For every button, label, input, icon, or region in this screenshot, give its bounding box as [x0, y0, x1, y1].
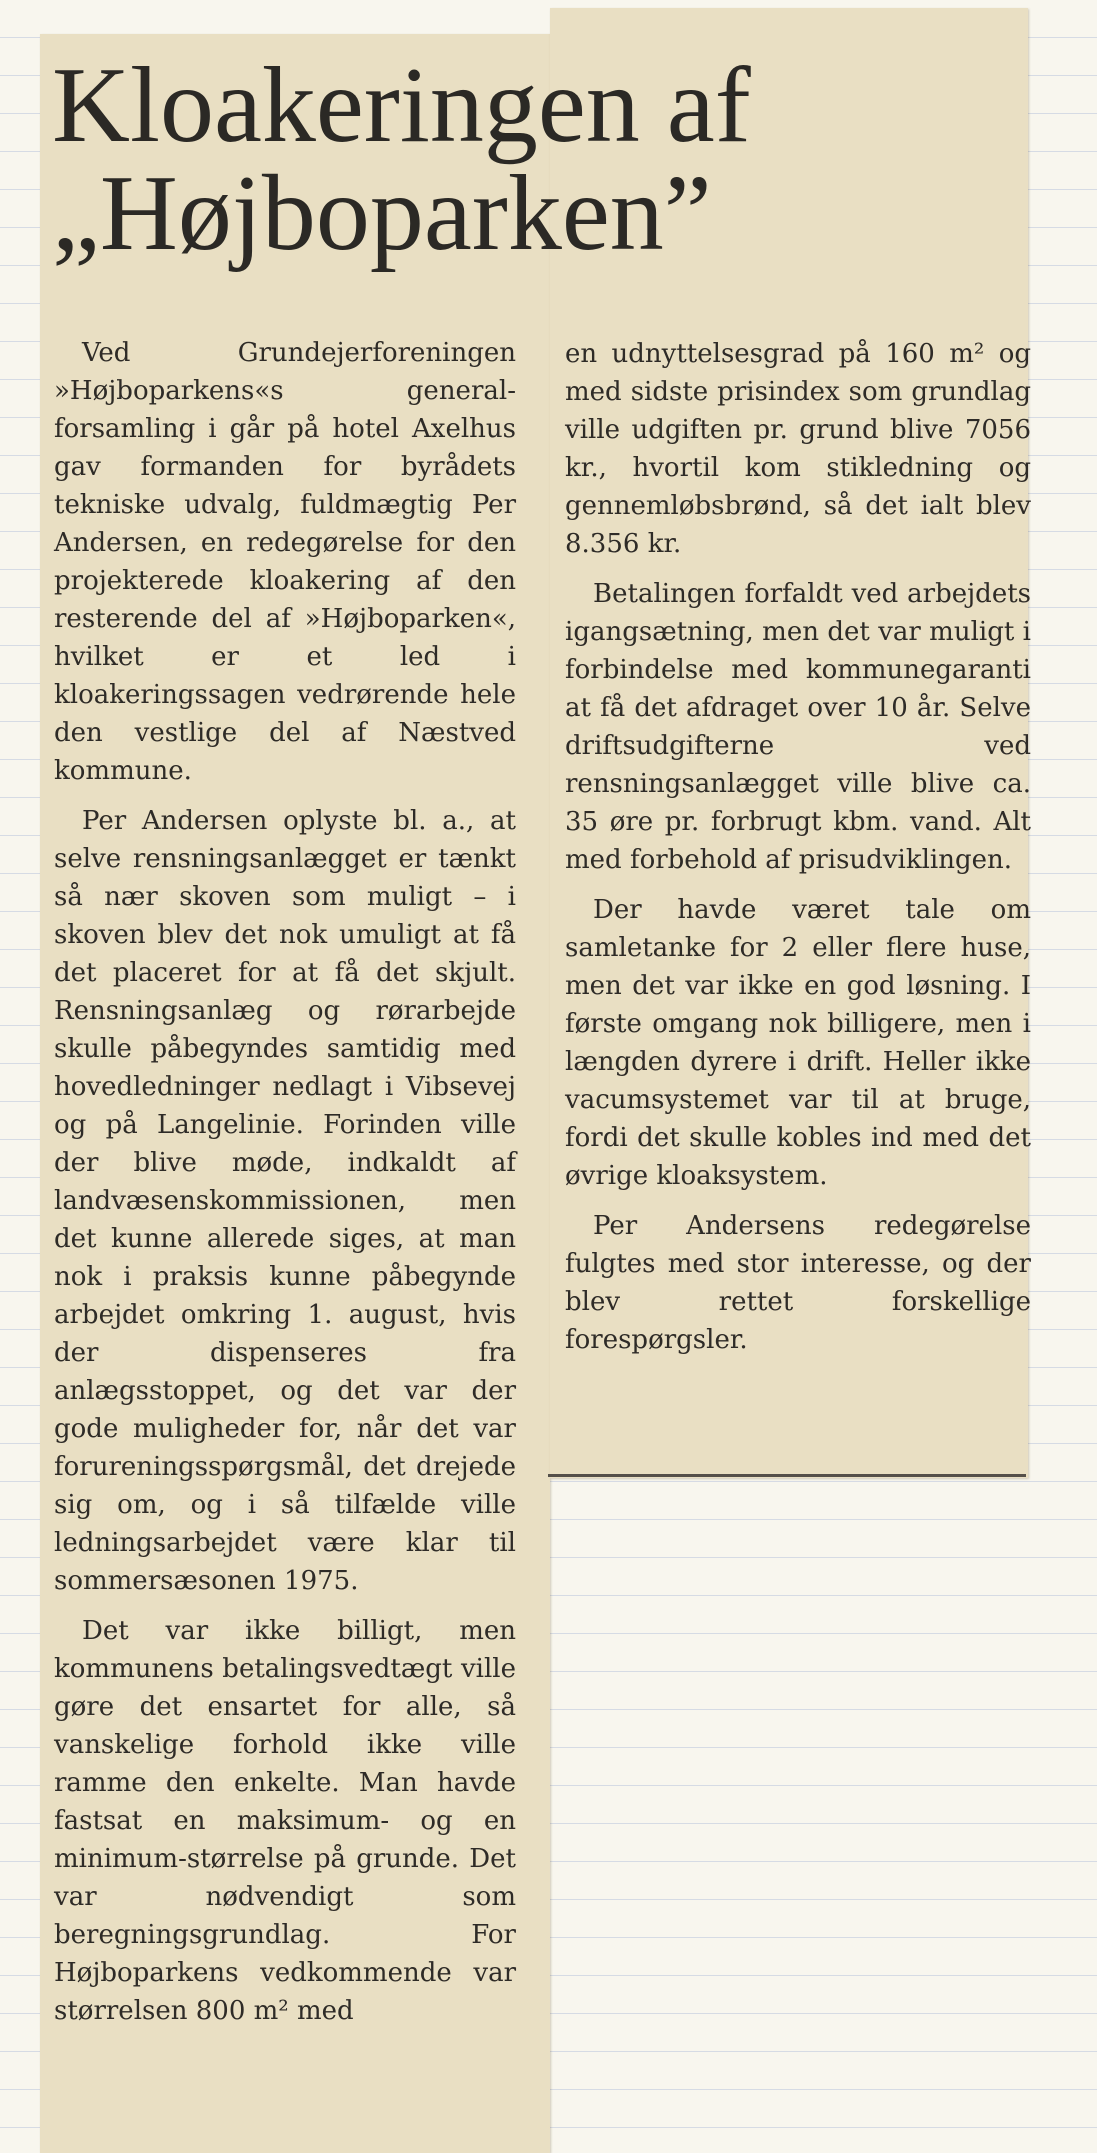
headline — [52, 46, 751, 273]
paragraph: Ved Grundejerforeningen »Højboparkens«s generalforsamling i går på hotel Axelhus gav formanden for byrådets tekniske udvalg, fuldmægtig Per Andersen, en redegørelse for den projekterede kloakering af den resterende del af »Højboparken«, hvilket er et led i kloakeringssagen vedrørende hele den vestlige del af Næstved kommune. — [54, 338, 516, 786]
paragraph: Per Andersens redegørelse fulgtes med stor interesse, og der blev rettet forskellige forespørgsler. — [565, 1211, 1031, 1355]
left-column — [54, 334, 516, 2042]
right-column — [565, 335, 1031, 1371]
paragraph: Det var ikke billigt, men kommunens betalingsvedtægt ville gøre det ensartet for alle, så vanskelige forhold ikke ville ramme den enkelte. Man havde fastsat en maksimum- og en minimum-størrelse på grunde. Det var nødvendigt som beregningsgrundlag. For Højboparkens vedkommende var størrelsen 800 m² med — [54, 1616, 516, 2026]
headline-line-1: Kloakeringen af — [52, 46, 751, 165]
headline-line-2: „Højboparken” — [52, 154, 712, 273]
paragraph: Der havde været tale om samletanke for 2 eller flere huse, men det var ikke en god løsning. I første omgang nok billigere, men i længden dyrere i drift. Heller ikke vacumsystemet var til at bruge, fordi det skulle kobles ind med det øvrige kloaksystem. — [565, 895, 1031, 1191]
paragraph: en udnyttelsesgrad på 160 m² og med sidste prisindex som grundlag ville udgiften pr. grund blive 7056 kr., hvortil kom stikledning og gennemløbsbrønd, så det ialt blev 8.356 kr. — [565, 339, 1031, 559]
column-end-rule — [548, 1474, 1026, 1477]
paragraph: Betalingen forfaldt ved arbejdets igangsætning, men det var muligt i forbindelse med kommunegaranti at få det afdraget over 10 år. Selve driftsudgifterne ved rensningsanlægget ville blive ca. 35 øre pr. forbrugt kbm. vand. Alt med forbehold af prisudviklingen. — [565, 579, 1031, 875]
paragraph: Per Andersen oplyste bl. a., at selve rensningsanlægget er tænkt så nær skoven som muligt – i skoven blev det nok umuligt at få det placeret for at få det skjult. Rensningsanlæg og rørarbejde skulle påbegyndes samtidig med hovedledninger nedlagt i Vibsevej og på Langelinie. Forinden ville der blive møde, indkaldt af landvæsenskommissionen, men det kunne allerede siges, at man nok i praksis kunne påbegynde arbejdet omkring 1. august, hvis der dispenseres fra anlægsstoppet, og det var der gode muligheder for, når det var forureningsspørgsmål, det drejede sig om, og i så tilfælde ville ledningsarbejdet være klar til sommersæsonen 1975. — [54, 806, 516, 1596]
